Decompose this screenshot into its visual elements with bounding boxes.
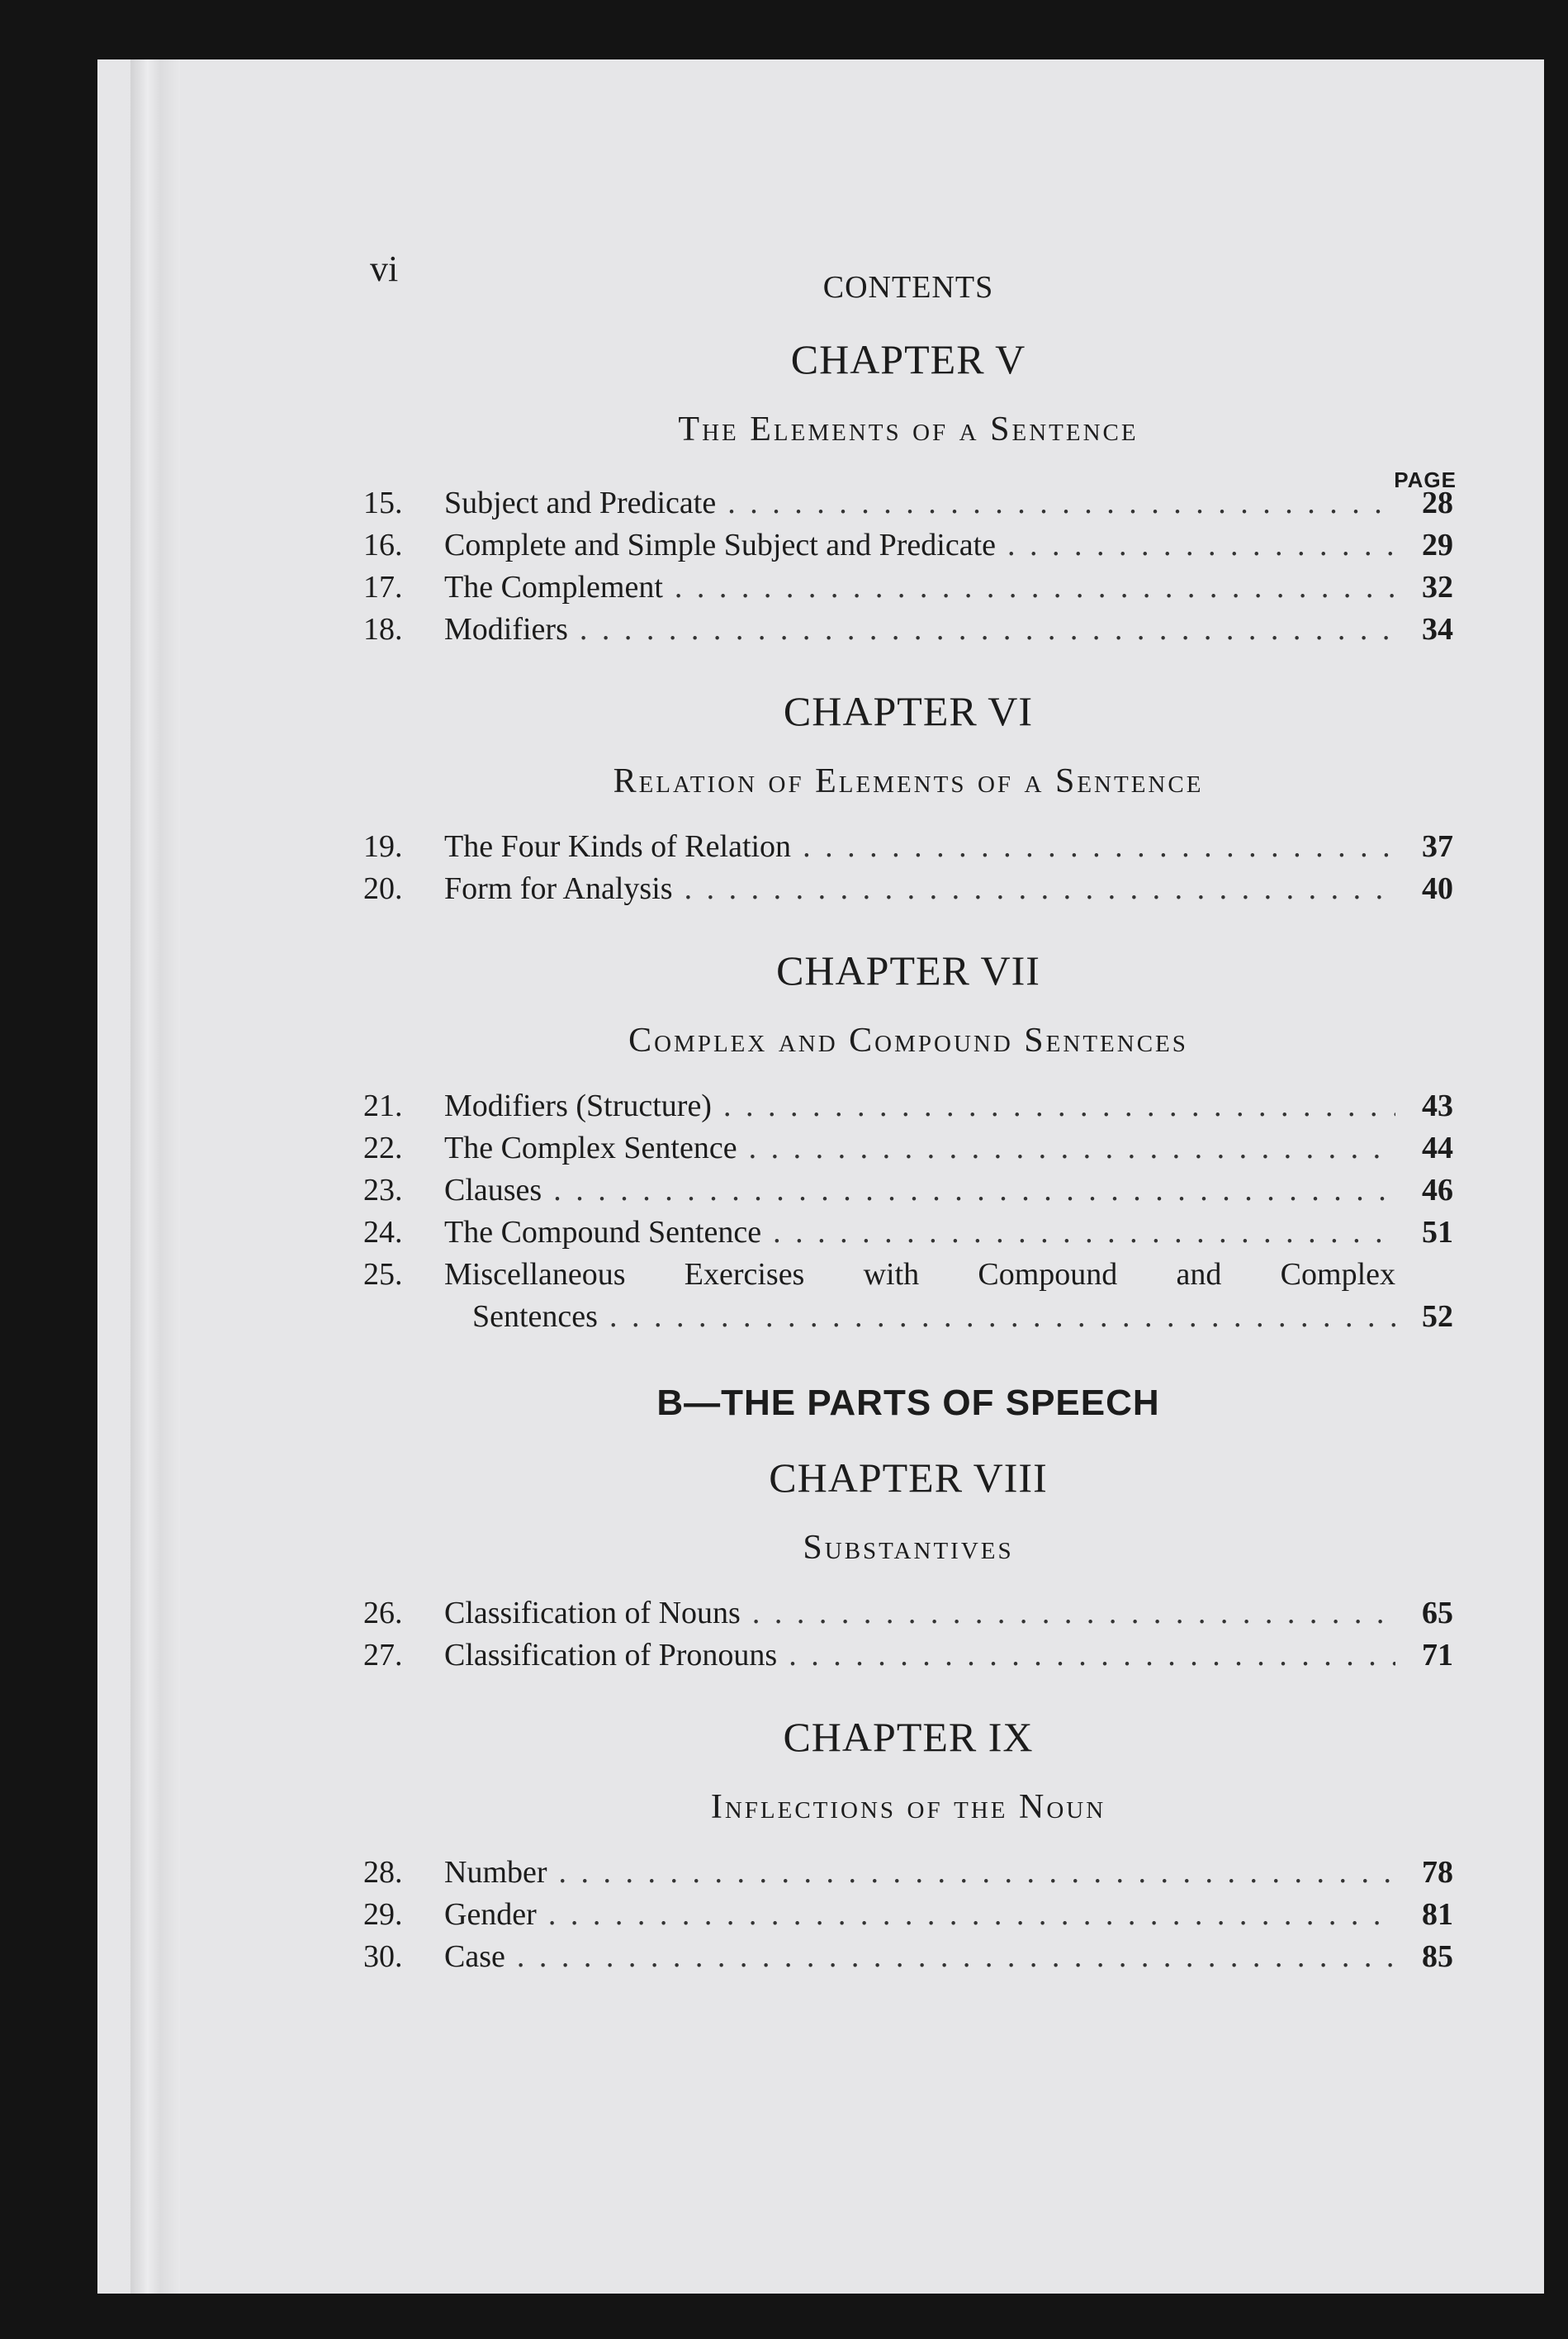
entry-number: 27. — [363, 1638, 403, 1672]
toc-entry — [363, 609, 1453, 651]
toc-entry — [363, 1212, 1453, 1254]
entry-number: 18. — [363, 612, 403, 647]
entry-number: 30. — [363, 1939, 403, 1974]
dot-leader — [685, 868, 1395, 910]
entry-title: Gender — [444, 1897, 537, 1932]
dot-leader — [752, 1592, 1395, 1634]
chapter-subtitle: The Elements of a Sentence — [678, 410, 1139, 448]
dot-leader — [803, 826, 1395, 868]
running-head — [363, 248, 1453, 306]
entry-title: Classification of Nouns — [444, 1596, 741, 1630]
entry-number: 17. — [363, 570, 403, 605]
entry-list — [363, 1085, 1453, 1338]
entry-page: 51 — [1422, 1215, 1453, 1250]
entry-number: 22. — [363, 1131, 403, 1165]
entry-number: 25. — [363, 1257, 403, 1292]
entry-title: Clauses — [444, 1173, 542, 1207]
entry-page: 81 — [1422, 1897, 1453, 1932]
dot-leader — [580, 609, 1395, 651]
entry-page: 32 — [1422, 570, 1453, 605]
entry-number: 24. — [363, 1215, 403, 1250]
entry-title: Miscellaneous Exercises with Compound and Complex — [444, 1257, 1395, 1292]
entry-list — [363, 482, 1453, 651]
entry-title: Modifiers (Structure) — [444, 1089, 712, 1123]
toc-entry — [363, 868, 1453, 910]
entry-page: 71 — [1422, 1638, 1453, 1672]
toc-entry — [363, 1254, 1453, 1296]
entry-title: Complete and Simple Subject and Predicate — [444, 528, 997, 562]
toc-entry — [363, 524, 1453, 567]
dot-leader — [553, 1170, 1395, 1212]
dot-leader — [609, 1296, 1395, 1338]
entry-number: 23. — [363, 1173, 403, 1207]
toc-entry — [363, 826, 1453, 868]
entry-title: The Complement — [444, 570, 663, 605]
entry-number: 19. — [363, 829, 403, 864]
toc-entry — [363, 1170, 1453, 1212]
dot-leader — [773, 1212, 1395, 1254]
chapter-subtitle: Substantives — [803, 1529, 1014, 1567]
chapter-heading: CHAPTER VIII — [769, 1454, 1048, 1501]
entry-page: 34 — [1422, 612, 1453, 647]
toc-entry — [363, 1127, 1453, 1170]
entry-page: 40 — [1422, 871, 1453, 906]
entry-title: Form for Analysis — [444, 871, 673, 906]
entry-title: Case — [444, 1939, 505, 1974]
dot-leader — [749, 1127, 1395, 1170]
chapter-subtitle: Inflections of the Noun — [710, 1788, 1106, 1826]
entry-page: 52 — [1422, 1299, 1453, 1334]
dot-leader — [517, 1936, 1395, 1978]
entry-title-continuation: Sentences — [472, 1299, 598, 1334]
toc-entry — [363, 1936, 1453, 1978]
entry-list — [363, 826, 1453, 910]
toc-entry — [363, 1085, 1453, 1127]
page-number: vi — [370, 249, 399, 289]
chapter-heading: CHAPTER VI — [783, 688, 1034, 734]
entry-title: The Complex Sentence — [444, 1131, 737, 1165]
entry-title: Classification of Pronouns — [444, 1638, 778, 1672]
entry-title: Modifiers — [444, 612, 568, 647]
entry-number: 16. — [363, 528, 403, 562]
entry-page: 65 — [1422, 1596, 1453, 1630]
chapter-heading: CHAPTER IX — [783, 1714, 1034, 1760]
dot-leader — [548, 1894, 1395, 1936]
dot-leader — [723, 1085, 1395, 1127]
toc-entry — [363, 482, 1453, 524]
dot-leader — [675, 567, 1395, 609]
chapter-heading: CHAPTER V — [790, 336, 1026, 382]
entry-title: Number — [444, 1855, 547, 1890]
entry-title: Subject and Predicate — [444, 486, 717, 520]
entry-page: 78 — [1422, 1855, 1453, 1890]
entry-title: The Compound Sentence — [444, 1215, 762, 1250]
toc-entry — [363, 1894, 1453, 1936]
chapter-subtitle: Complex and Compound Sentences — [628, 1022, 1188, 1060]
entry-number: 15. — [363, 486, 403, 520]
dot-leader — [789, 1634, 1395, 1677]
toc-entry — [363, 1852, 1453, 1894]
entry-title: The Four Kinds of Relation — [444, 829, 792, 864]
entry-number: 21. — [363, 1089, 403, 1123]
chapter-heading: CHAPTER VII — [776, 947, 1040, 994]
toc-entry — [363, 1634, 1453, 1677]
chapter-subtitle: Relation of Elements of a Sentence — [613, 762, 1204, 800]
page-column-label: PAGE — [1394, 467, 1457, 492]
entry-page: 85 — [1422, 1939, 1453, 1974]
part-heading: B—THE PARTS OF SPEECH — [656, 1383, 1160, 1423]
toc-entry — [363, 567, 1453, 609]
page-gutter — [130, 59, 180, 2294]
entry-page: 43 — [1422, 1089, 1453, 1123]
entry-page: 44 — [1422, 1131, 1453, 1165]
dot-leader — [1007, 524, 1395, 567]
entry-number: 29. — [363, 1897, 403, 1932]
entry-page: 29 — [1422, 528, 1453, 562]
entry-list — [363, 1852, 1453, 1978]
dot-leader — [559, 1852, 1395, 1894]
entry-page: 37 — [1422, 829, 1453, 864]
entry-number: 28. — [363, 1855, 403, 1890]
entry-list — [363, 1592, 1453, 1677]
toc-entry — [363, 1592, 1453, 1634]
entry-number: 26. — [363, 1596, 403, 1630]
entry-number: 20. — [363, 871, 403, 906]
entry-page: 28 — [1422, 486, 1453, 520]
entry-page: 46 — [1422, 1173, 1453, 1207]
running-title: CONTENTS — [822, 270, 994, 305]
toc-entry-continuation — [363, 1296, 1453, 1338]
dot-leader — [727, 482, 1395, 524]
contents-page — [363, 248, 1457, 1978]
